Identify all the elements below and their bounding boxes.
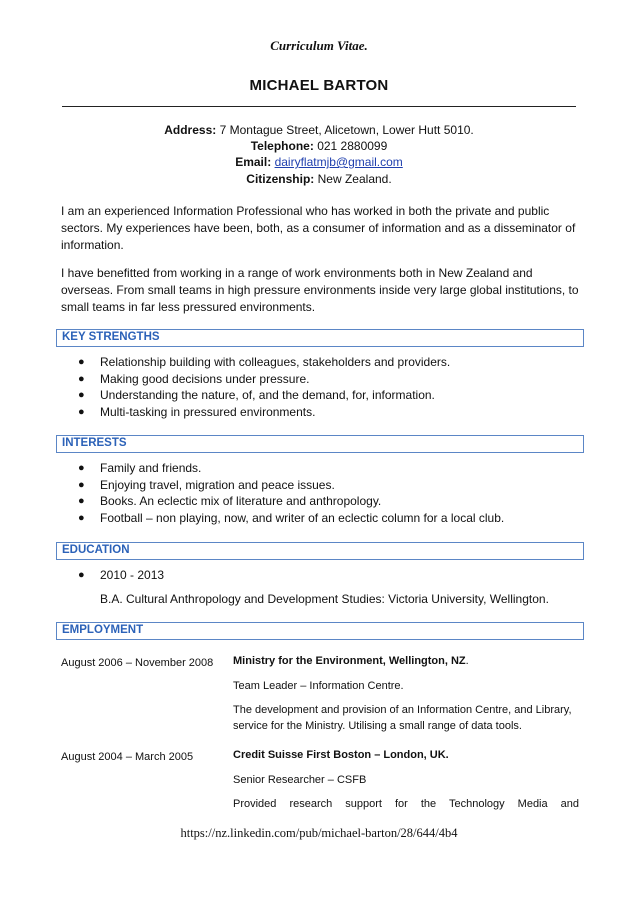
citizenship-value: New Zealand. — [317, 172, 392, 186]
section-title: EDUCATION — [62, 544, 130, 556]
bullet-icon: ● — [78, 569, 85, 581]
list-item: ● Books. An eclectic mix of literature and anthropology. — [78, 494, 382, 508]
section-header-key-strengths — [56, 329, 584, 347]
section-title: EMPLOYMENT — [62, 624, 144, 636]
bullet-icon: ● — [78, 495, 85, 507]
job-entry — [233, 748, 579, 813]
email-line — [0, 155, 638, 169]
job-dates: August 2004 – March 2005 — [61, 751, 194, 763]
list-item: ● Relationship building with colleagues, stakeholders and providers. — [78, 355, 451, 369]
bullet-icon: ● — [78, 511, 85, 524]
list-item: ● Making good decisions under pressure. — [78, 371, 310, 386]
key-strengths-list — [76, 354, 586, 420]
section-header-interests — [56, 435, 584, 453]
person-name: MICHAEL BARTON — [249, 77, 389, 94]
list-item: ● 2010 - 2013 — [78, 568, 165, 582]
list-item: ● Family and friends. — [78, 461, 202, 475]
list-item: ● Understanding the nature, of, and the demand, for, information. — [78, 388, 435, 402]
summary-paragraph-1: I am an experienced Information Professional who has worked in both the private and public sectors. My experiences have been, both, as a consumer of information and as a disseminator of information. — [61, 204, 576, 252]
job-description: Provided research support for the Technology Media and — [233, 798, 579, 810]
section-title: INTERESTS — [62, 437, 127, 449]
list-item: ● Enjoying travel, migration and peace issues. — [78, 477, 335, 492]
section-title: KEY STRENGTHS — [62, 331, 160, 343]
bullet-icon: ● — [78, 356, 85, 368]
list-item: ● Multi-tasking in pressured environments. — [78, 404, 316, 419]
linkedin-url[interactable]: https://nz.linkedin.com/pub/michael-barton/28/644/4b4 — [180, 826, 458, 840]
document-title: Curriculum Vitae. — [270, 38, 368, 53]
job-organisation: Ministry for the Environment, Wellington, NZ — [233, 655, 466, 667]
bullet-icon: ● — [78, 389, 85, 401]
list-item: ● Football – non playing, now, and writer of an eclectic column for a local club. — [78, 510, 505, 525]
education-degree: B.A. Cultural Anthropology and Development Studies: Victoria University, Wellington. — [100, 592, 549, 606]
email-label: Email: — [235, 155, 272, 169]
section-header-employment — [56, 622, 584, 640]
bullet-icon: ● — [78, 372, 85, 385]
interests-list — [76, 460, 586, 526]
job-organisation: Credit Suisse First Boston – London, UK. — [233, 749, 449, 761]
address-value: 7 Montague Street, Alicetown, Lower Hutt 5010. — [219, 123, 474, 137]
name-divider — [62, 106, 576, 107]
job-role: Senior Researcher – CSFB — [233, 773, 367, 786]
telephone-line — [0, 139, 638, 153]
job-role: Team Leader – Information Centre. — [233, 679, 404, 692]
address-line — [0, 123, 638, 137]
telephone-label: Telephone: — [250, 139, 314, 153]
section-header-education — [56, 542, 584, 560]
citizenship-label: Citizenship: — [246, 172, 315, 186]
address-label: Address: — [164, 123, 217, 137]
education-list — [76, 567, 586, 584]
bullet-icon: ● — [78, 405, 85, 418]
citizenship-line — [0, 172, 638, 186]
job-description: The development and provision of an Information Centre, and Library, service for the Ministry. Utilising a small range of data tools. — [233, 704, 572, 732]
email-link[interactable]: dairyflatmjb@gmail.com — [274, 155, 403, 169]
bullet-icon: ● — [78, 462, 85, 474]
summary-paragraph-2: I have benefitted from working in a range of work environments both in New Zealand and overseas. From small teams in high pressure environments inside very large global institutions, to small teams in far less pressured environments. — [61, 266, 579, 314]
bullet-icon: ● — [78, 478, 85, 491]
telephone-value: 021 2880099 — [317, 139, 388, 153]
job-entry: Ministry for the Environment, Wellington, NZ. Team Leader – Information Centre. The development and provision of an Information Centre, and Library, service for the Ministry. Utilising a small range of data tools. — [233, 654, 579, 734]
job-dates: August 2006 – November 2008 — [61, 657, 214, 669]
